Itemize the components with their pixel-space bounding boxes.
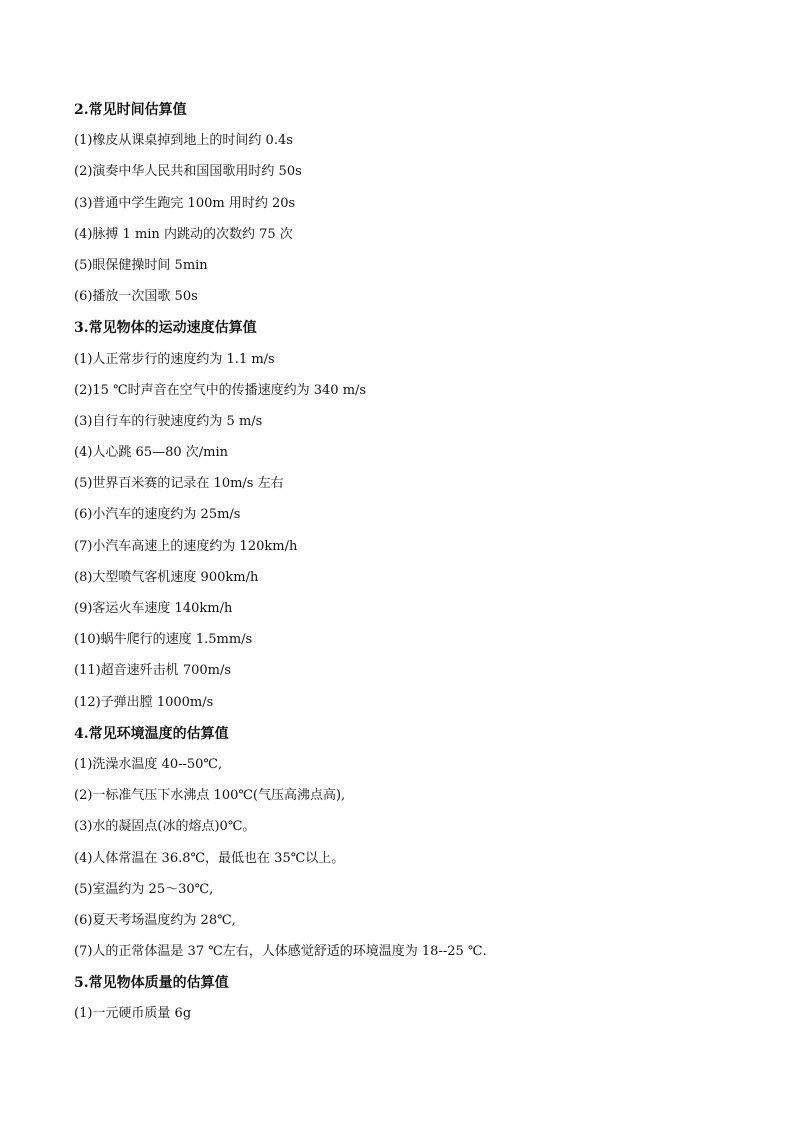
list-item: (4)人心跳 65—80 次/min — [74, 445, 229, 461]
list-item: (7)小汽车高速上的速度约为 120km/h — [74, 538, 298, 554]
list-item: (12)子弹出膛 1000m/s — [74, 694, 214, 710]
section-heading: 5.常见物体质量的估算值 — [74, 975, 229, 992]
section-heading: 2.常见时间估算值 — [74, 102, 187, 118]
list-item: (2)15 ℃时声音在空气中的传播速度约为 340 m/s — [74, 382, 367, 398]
list-item: (7)人的正常体温是 37 ℃左右，人体感觉舒适的环境温度为 18--25 ℃. — [74, 944, 487, 960]
list-item: (1)人正常步行的速度约为 1.1 m/s — [74, 351, 275, 367]
list-item: (1)橡皮从课桌掉到地上的时间约 0.4s — [74, 133, 293, 149]
list-item: (4)人体常温在 36.8℃，最低也在 35℃以上。 — [74, 850, 345, 866]
list-item: (3)水的凝固点(冰的熔点)0℃。 — [74, 819, 256, 835]
section-heading: 4.常见环境温度的估算值 — [74, 725, 229, 742]
list-item: (5)眼保健操时间 5min — [74, 257, 208, 273]
list-item: (2)一标准气压下水沸点 100℃(气压高沸点高), — [74, 788, 346, 804]
list-item: (6)播放一次国歌 50s — [74, 289, 198, 305]
list-item: (4)脉搏 1 min 内跳动的次数约 75 次 — [74, 226, 293, 242]
list-item: (6)小汽车的速度约为 25m/s — [74, 507, 241, 523]
section-heading: 3.常见物体的运动速度估算值 — [74, 320, 257, 337]
list-item: (9)客运火车速度 140km/h — [74, 601, 233, 616]
list-item: (3)自行车的行驶速度约为 5 m/s — [74, 413, 263, 429]
list-item: (8)大型喷气客机速度 900km/h — [74, 569, 259, 585]
list-item: (2)演奏中华人民共和国国歌用时约 50s — [74, 164, 302, 180]
list-item: (3)普通中学生跑完 100m 用时约 20s — [74, 195, 296, 211]
list-item: (1)洗澡水温度 40--50℃, — [74, 756, 223, 772]
list-item: (5)室温约为 25～30℃, — [74, 881, 214, 897]
list-item: (6)夏天考场温度约为 28℃, — [74, 912, 236, 928]
list-item: (11)超音速歼击机 700m/s — [74, 663, 232, 679]
list-item: (5)世界百米赛的记录在 10m/s 左右 — [74, 476, 284, 492]
document-content — [74, 98, 754, 1034]
list-item: (1)一元硬币质量 6g — [74, 1006, 192, 1022]
list-item: (10)蜗牛爬行的速度 1.5mm/s — [74, 632, 253, 648]
